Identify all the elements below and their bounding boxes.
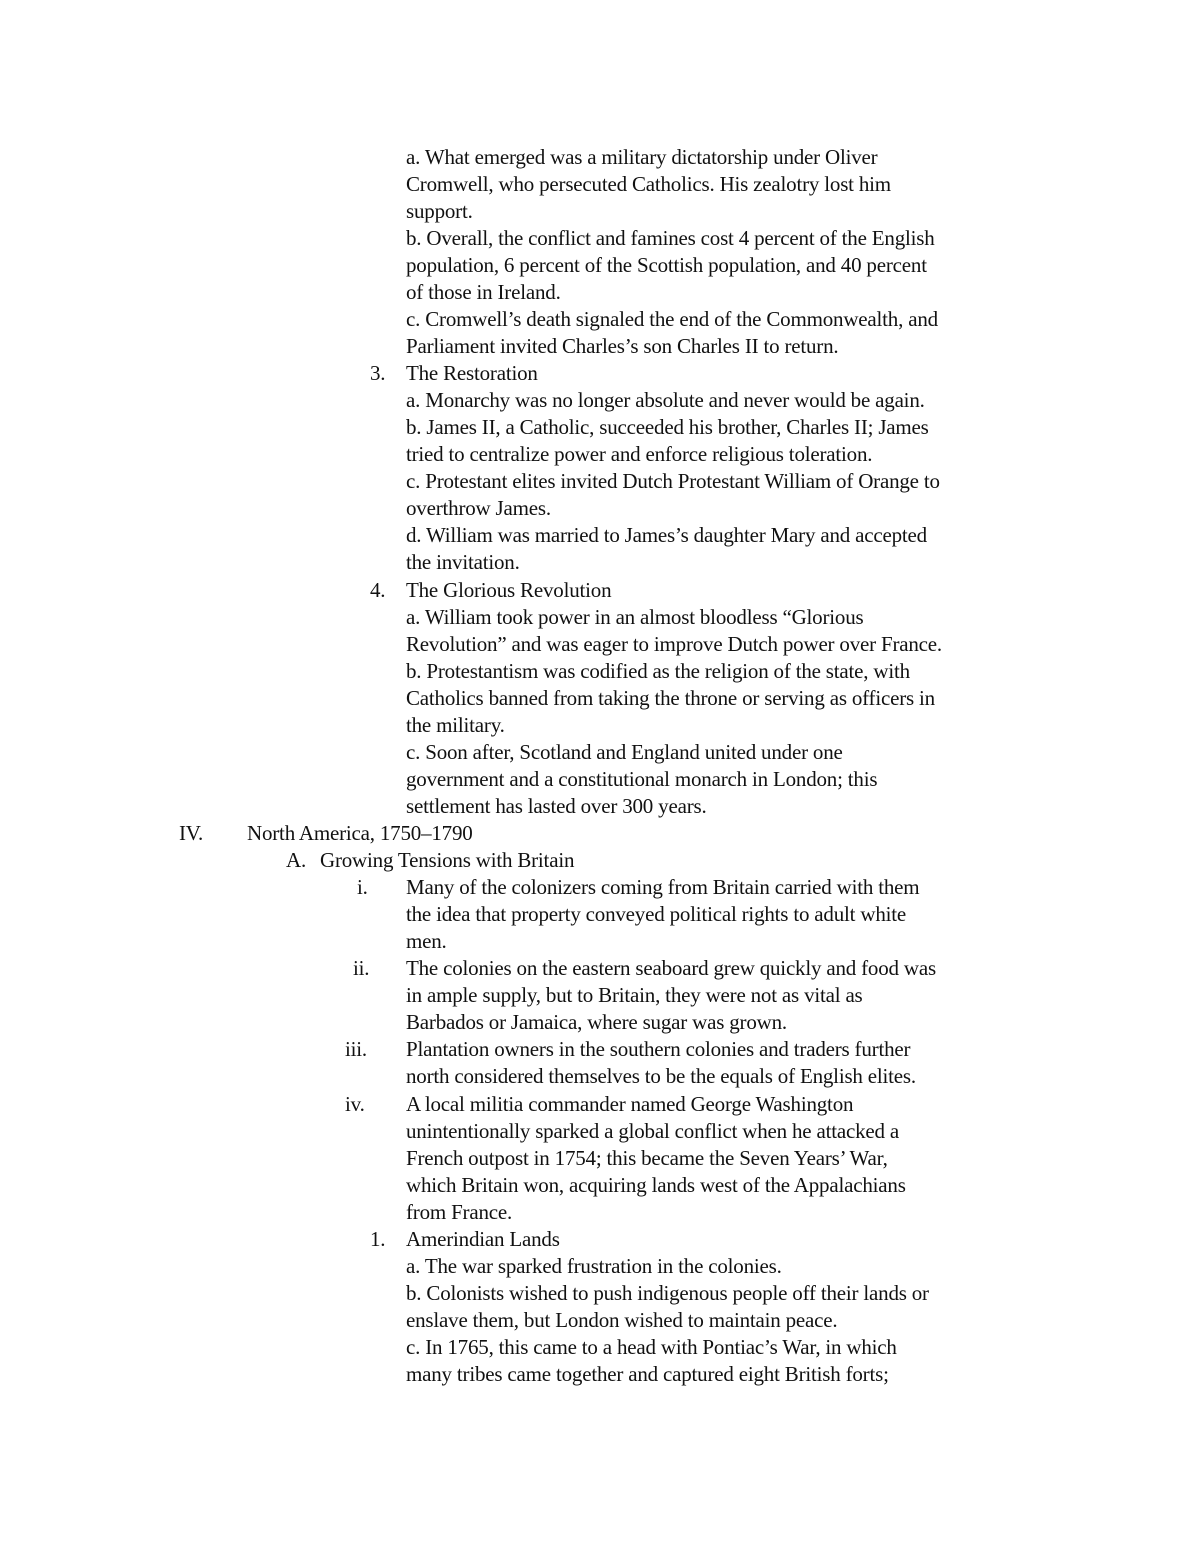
amerindian-point-a-line1: a. The war sparked frustration in the colonies. [406, 1254, 782, 1278]
item-ii-line1: The colonies on the eastern seaboard grew quickly and food was [406, 956, 936, 980]
glorious-point-c-line3: settlement has lasted over 300 years. [406, 794, 707, 818]
section-iv-numeral: IV. [179, 821, 204, 845]
item-iv-line1: A local militia commander named George Washington [406, 1092, 854, 1116]
commonwealth-point-c-line1: c. Cromwell’s death signaled the end of the Commonwealth, and [406, 307, 938, 331]
restoration-point-d-line1: d. William was married to James’s daughter Mary and accepted [406, 523, 927, 547]
item-i-line3: men. [406, 929, 447, 953]
commonwealth-point-b-line1: b. Overall, the conflict and famines cost 4 percent of the English [406, 226, 935, 250]
amerindian-point-b-line1: b. Colonists wished to push indigenous people off their lands or [406, 1281, 929, 1305]
amerindian-number: 1. [370, 1227, 386, 1251]
commonwealth-point-a-line3: support. [406, 199, 473, 223]
item-ii-numeral: ii. [353, 956, 370, 980]
restoration-number: 3. [370, 361, 386, 385]
commonwealth-point-a-line2: Cromwell, who persecuted Catholics. His zealotry lost him [406, 172, 891, 196]
amerindian-point-c-line1: c. In 1765, this came to a head with Pontiac’s War, in which [406, 1335, 897, 1359]
glorious-point-c-line1: c. Soon after, Scotland and England united under one [406, 740, 843, 764]
glorious-point-c-line2: government and a constitutional monarch in London; this [406, 767, 878, 791]
item-i-line2: the idea that property conveyed political rights to adult white [406, 902, 907, 926]
restoration-point-b-line2: tried to centralize power and enforce religious toleration. [406, 442, 873, 466]
section-iv-heading: North America, 1750–1790 [247, 821, 473, 845]
restoration-point-c-line2: overthrow James. [406, 496, 551, 520]
item-iii-numeral: iii. [345, 1037, 367, 1061]
amerindian-point-b-line2: enslave them, but London wished to maintain peace. [406, 1308, 838, 1332]
commonwealth-point-b-line3: of those in Ireland. [406, 280, 561, 304]
item-iv-line5: from France. [406, 1200, 513, 1224]
glorious-revolution-number: 4. [370, 578, 386, 602]
subsection-a-heading: Growing Tensions with Britain [320, 848, 575, 872]
item-iii-line2: north considered themselves to be the equals of English elites. [406, 1064, 916, 1088]
glorious-point-a-line2: Revolution” and was eager to improve Dutch power over France. [406, 632, 942, 656]
item-ii-line3: Barbados or Jamaica, where sugar was grown. [406, 1010, 787, 1034]
restoration-point-b-line1: b. James II, a Catholic, succeeded his brother, Charles II; James [406, 415, 929, 439]
glorious-point-b-line1: b. Protestantism was codified as the religion of the state, with [406, 659, 910, 683]
item-i-line1: Many of the colonizers coming from Britain carried with them [406, 875, 920, 899]
commonwealth-point-c-line2: Parliament invited Charles’s son Charles II to return. [406, 334, 839, 358]
restoration-point-a-line1: a. Monarchy was no longer absolute and never would be again. [406, 388, 925, 412]
restoration-point-d-line2: the invitation. [406, 550, 520, 574]
glorious-point-b-line3: the military. [406, 713, 505, 737]
subsection-a-letter: A. [286, 848, 307, 872]
glorious-point-b-line2: Catholics banned from taking the throne or serving as officers in [406, 686, 935, 710]
item-ii-line2: in ample supply, but to Britain, they were not as vital as [406, 983, 863, 1007]
item-iv-line4: which Britain won, acquiring lands west of the Appalachians [406, 1173, 906, 1197]
restoration-heading: The Restoration [406, 361, 538, 385]
commonwealth-point-a-line1: a. What emerged was a military dictatorship under Oliver [406, 145, 878, 169]
amerindian-point-c-line2: many tribes came together and captured eight British forts; [406, 1362, 889, 1386]
commonwealth-point-b-line2: population, 6 percent of the Scottish population, and 40 percent [406, 253, 927, 277]
glorious-revolution-heading: The Glorious Revolution [406, 578, 612, 602]
item-iv-numeral: iv. [345, 1092, 365, 1116]
glorious-point-a-line1: a. William took power in an almost bloodless “Glorious [406, 605, 864, 629]
item-iv-line3: French outpost in 1754; this became the Seven Years’ War, [406, 1146, 888, 1170]
item-i-numeral: i. [357, 875, 368, 899]
restoration-point-c-line1: c. Protestant elites invited Dutch Protestant William of Orange to [406, 469, 940, 493]
item-iv-line2: unintentionally sparked a global conflict when he attacked a [406, 1119, 899, 1143]
item-iii-line1: Plantation owners in the southern colonies and traders further [406, 1037, 911, 1061]
amerindian-heading: Amerindian Lands [406, 1227, 560, 1251]
